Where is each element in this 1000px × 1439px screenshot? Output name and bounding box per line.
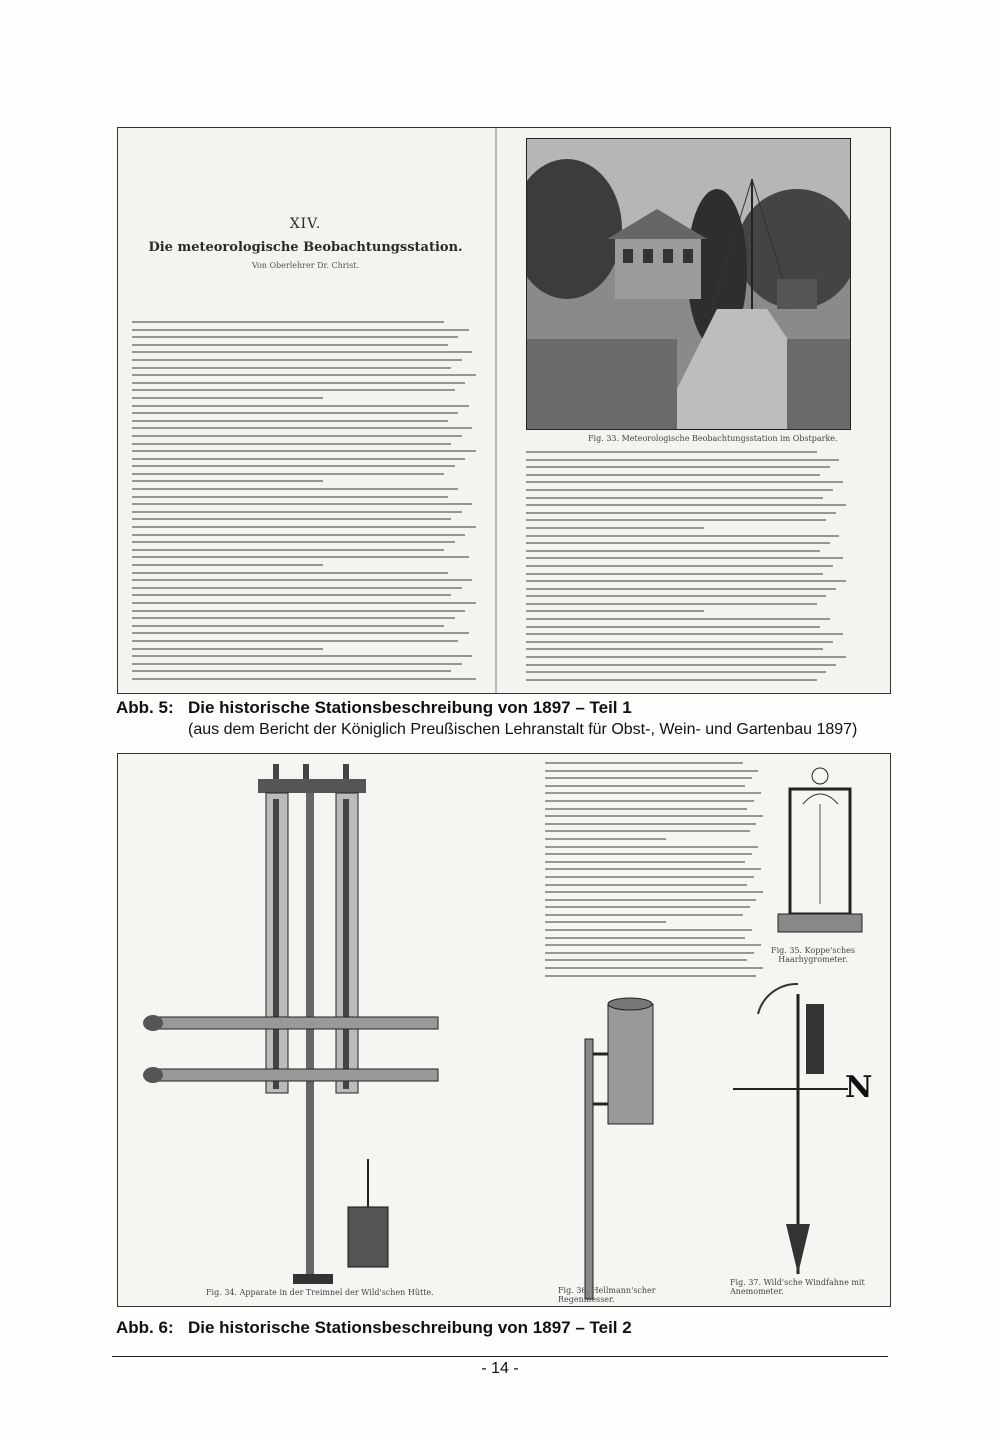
text-line [132, 549, 444, 551]
footer-rule [112, 1356, 888, 1357]
chapter-number: XIV. [289, 216, 322, 232]
text-line [132, 526, 476, 528]
text-line [132, 663, 462, 665]
photo-caption: Fig. 33. Meteorologische Beobachtungsstation im Obstparke. [588, 434, 838, 443]
text-line [132, 351, 472, 353]
figure-2-scan [117, 753, 891, 1307]
abb5-title: Die historische Stationsbeschreibung von 1897 – Teil 1 [188, 698, 632, 717]
text-line [526, 603, 817, 605]
text-line [132, 534, 465, 536]
text-line [545, 861, 745, 863]
text-line [526, 504, 846, 506]
text-line [526, 512, 836, 514]
abb5-label: Abb. 5: [116, 698, 174, 717]
text-line [545, 899, 756, 901]
text-line [132, 488, 458, 490]
text-line [545, 792, 761, 794]
text-line [132, 602, 476, 604]
fig34-apparatus-drawing [128, 759, 448, 1289]
text-line [132, 594, 451, 596]
text-line [132, 572, 448, 574]
fig34-caption: Fig. 34. Apparate in der Treimnel der Wild'schen Hütte. [206, 1288, 434, 1297]
text-line [545, 777, 752, 779]
page-number: - 14 - [481, 1360, 519, 1377]
fig35-hygrometer-drawing [768, 764, 868, 939]
text-line [526, 451, 817, 453]
text-line [132, 450, 476, 452]
text-line [526, 641, 833, 643]
text-line [526, 527, 704, 529]
text-line [132, 670, 451, 672]
text-line [132, 556, 469, 558]
body-text-right [526, 451, 849, 686]
text-line [132, 511, 462, 513]
text-line [526, 535, 839, 537]
text-line [526, 618, 830, 620]
text-line [545, 846, 758, 848]
text-line [132, 465, 455, 467]
text-line [545, 921, 666, 923]
text-line [132, 329, 469, 331]
text-line [132, 336, 458, 338]
chapter-title: Die meteorologische Beobachtungsstation. [148, 240, 463, 255]
text-line [526, 459, 839, 461]
text-line [526, 588, 836, 590]
text-line [132, 397, 323, 399]
text-line [526, 656, 846, 658]
abb6-label: Abb. 6: [116, 1318, 174, 1337]
text-line [545, 967, 763, 969]
text-line [526, 542, 830, 544]
text-line [545, 800, 754, 802]
text-line [545, 952, 754, 954]
text-line [526, 489, 833, 491]
text-line [545, 770, 758, 772]
text-line [132, 518, 451, 520]
text-line [132, 617, 455, 619]
text-line [132, 374, 476, 376]
text-line [132, 359, 462, 361]
text-line [132, 655, 472, 657]
text-line [526, 519, 826, 521]
text-line [132, 344, 448, 346]
vane-north-letter: N [845, 1070, 873, 1105]
text-line [545, 891, 763, 893]
text-line [545, 914, 743, 916]
text-line [545, 823, 756, 825]
text-line [132, 503, 472, 505]
text-line [132, 367, 451, 369]
text-line [526, 610, 704, 612]
text-line [526, 648, 823, 650]
text-line [526, 580, 846, 582]
text-line [132, 632, 469, 634]
text-line [526, 481, 843, 483]
text-line [545, 785, 745, 787]
fig37-caption: Fig. 37. Wild'sche Windfahne mit Anemometer. [730, 1278, 865, 1296]
text-line [132, 427, 472, 429]
figure-1-scan [117, 127, 891, 694]
fig36-rain-gauge-drawing [568, 984, 678, 1304]
fig36-caption: Fig. 36. Hellmann'scher Regenmesser. [558, 1286, 656, 1304]
text-line [526, 671, 826, 673]
text-line [526, 595, 826, 597]
text-line [545, 838, 666, 840]
text-line [545, 815, 763, 817]
text-line [132, 412, 458, 414]
text-line [132, 587, 462, 589]
text-line [132, 625, 444, 627]
text-line [545, 853, 752, 855]
text-line [132, 678, 476, 680]
text-line [545, 937, 745, 939]
text-line [526, 626, 820, 628]
text-line [545, 830, 750, 832]
text-line [545, 808, 747, 810]
text-line [526, 573, 823, 575]
text-line [132, 648, 323, 650]
text-line [526, 565, 833, 567]
fig2-text-column [545, 762, 765, 982]
text-line [545, 868, 761, 870]
text-line [132, 443, 451, 445]
text-line [545, 906, 750, 908]
text-line [545, 929, 752, 931]
text-line [545, 884, 747, 886]
station-photo-image [527, 139, 850, 429]
text-line [545, 944, 761, 946]
text-line [132, 640, 458, 642]
author-line: Von Oberlehrer Dr. Christ. [251, 261, 360, 270]
text-line [132, 473, 444, 475]
text-line [526, 474, 820, 476]
text-line [132, 564, 323, 566]
text-line [132, 389, 455, 391]
column-divider [495, 128, 497, 693]
text-line [526, 633, 843, 635]
text-line [526, 550, 820, 552]
text-line [526, 466, 830, 468]
text-line [132, 541, 455, 543]
body-text-left [132, 321, 479, 686]
abb6-title: Die historische Stationsbeschreibung von 1897 – Teil 2 [188, 1318, 632, 1337]
abb6-caption [116, 1318, 632, 1338]
text-line [526, 497, 823, 499]
abb5-caption [116, 698, 632, 718]
text-line [132, 435, 462, 437]
abb5-subcaption: (aus dem Bericht der Königlich Preußischen Lehranstalt für Obst-, Wein- und Gartenbau 1897) [188, 721, 858, 738]
text-line [545, 876, 754, 878]
text-line [132, 579, 472, 581]
text-line [526, 664, 836, 666]
text-line [132, 496, 448, 498]
text-line [526, 557, 843, 559]
text-line [132, 405, 469, 407]
text-line [132, 382, 465, 384]
text-line [132, 321, 444, 323]
text-line [545, 762, 743, 764]
text-line [132, 610, 465, 612]
station-photo [526, 138, 851, 430]
fig35-caption: Fig. 35. Koppe'sches Haarhygrometer. [771, 946, 855, 964]
text-line [132, 480, 323, 482]
text-line [526, 679, 817, 681]
text-line [132, 458, 465, 460]
fig37-wind-vane-drawing [718, 974, 878, 1284]
text-line [545, 959, 747, 961]
left-text-column [128, 208, 483, 688]
text-line [132, 420, 448, 422]
